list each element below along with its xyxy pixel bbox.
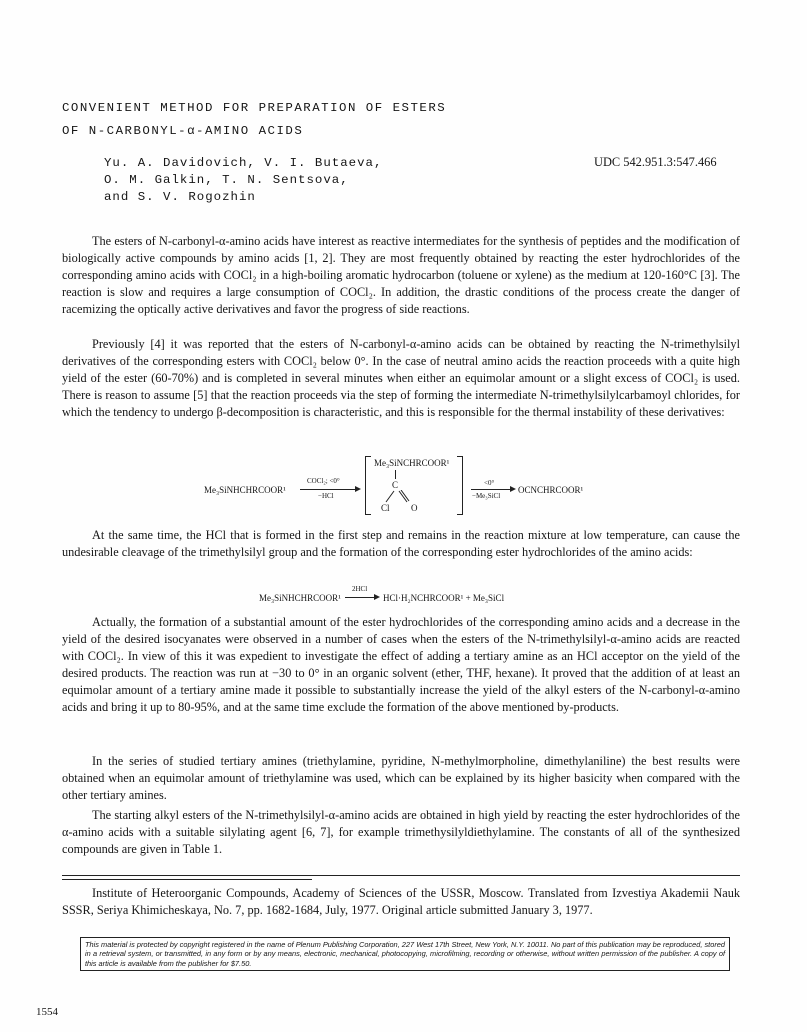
scheme1-product: OCNCHRCOOR¹ — [518, 485, 584, 495]
reaction-arrow-icon — [471, 489, 511, 490]
footer-divider — [62, 875, 740, 876]
scheme2-arrow-conditions: 2HCl — [352, 585, 368, 593]
scheme1-reactant: Me₃SiNHCHRCOOR¹ — [204, 485, 286, 495]
footer-divider-short — [62, 879, 312, 880]
left-bracket-icon — [365, 456, 371, 515]
institute-affiliation: Institute of Heteroorganic Compounds, Academy of Sciences of the USSR, Moscow. Translated from Izvestiya Akademii Nauk SSSR, Seriya Khimicheskaya, No. 7, pp. 1682-1684, July, 1977. Original article submitted January 3, 1977. — [62, 886, 740, 917]
paragraph-2: Previously [4] it was reported that the esters of N-carbonyl-α-amino acids can be obtained by reacting the N-trimethylsilyl derivatives of the corresponding esters with COCl₂ below 0°. In the case of neutral amino acids the reaction proceeds with a quite high yield of the ester (60-70%) and is completed in several minutes when either an equimolar amount or a slight excess of COCl₂ is used. There is reason to assume [5] that the reaction proceeds via the step of forming the intermediate N-trimethylsilylcarbamoyl chlorides, for which the tendency to undergo β-decomposition is characteristic, and this is responsible for the thermal instability of these derivatives: — [62, 337, 740, 420]
paragraph-4: Actually, the formation of a substantial amount of the ester hydrochlorides of the corresponding amino acids and a decrease in the yield of the desired isocyanates were observed in a number of cases when the esters of the N-trimethylsilyl-α-amino acids are reacted with COCl₂. In view of this it was expedient to investigate the effect of adding a tertiary amine as an HCl acceptor on the yield of the desired products. The reaction was run at −30 to 0° in an organic solvent (ether, THF, hexane). It proved that the addition of at least an equimolar amount of a tertiary amine made it possible to substantially increase the yield of the alkyl esters of the N-carbonyl-α-amino acids and bring it up to 80-95%, and at the same time exclude the formation of the above mentioned by-products. — [62, 615, 740, 715]
udc-code: UDC 542.951.3:547.466 — [594, 155, 717, 169]
scheme1-intermediate-oxygen: O — [411, 503, 418, 513]
author-line: and S. V. Rogozhin — [104, 190, 256, 204]
reaction-arrow-icon — [345, 597, 375, 598]
scheme1-arrow2-byproduct: −Me₃SiCl — [472, 492, 501, 500]
author-line: Yu. A. Davidovich, V. I. Butaeva, — [104, 156, 383, 170]
scheme1-arrow2-conditions: <0° — [484, 479, 495, 487]
arrow-head-icon — [374, 594, 380, 600]
scheme1-arrow1-conditions: COCl₂; <0° — [307, 477, 340, 485]
author-line: O. M. Galkin, T. N. Sentsova, — [104, 173, 349, 187]
reaction-arrow-icon — [300, 489, 356, 490]
page-number: 1554 — [36, 1006, 58, 1018]
scheme1-intermediate-chlorine: Cl — [381, 503, 390, 513]
bond-lines-icon — [380, 490, 420, 504]
scheme1-intermediate-top: Me₃SiNCHRCOOR¹ — [374, 458, 450, 468]
article-title-line-1: CONVENIENT METHOD FOR PREPARATION OF ESTERS — [62, 101, 447, 115]
bond-line-icon — [395, 470, 396, 479]
author-list — [104, 155, 382, 206]
article-title-line-2: OF N-CARBONYL-α-AMINO ACIDS — [62, 124, 304, 138]
scheme2-reactant: Me₃SiNHCHRCOOR¹ — [259, 593, 341, 603]
arrow-head-icon — [355, 486, 361, 492]
paragraph-1: The esters of N-carbonyl-α-amino acids have interest as reactive intermediates for the synthesis of peptides and the modification of biologically active compounds by amino acids [1, 2]. They are most frequently obtained by reacting the ester hydrochlorides of the corresponding amino acids with COCl₂ in a high-boiling aromatic hydrocarbon (toluene or xylene) as the medium at 120-160°C [3]. The reaction is slow and requires a large consumption of COCl₂. In addition, the drastic conditions of the process create the danger of racemizing the optically active derivatives and favor the progress of side reactions. — [62, 234, 740, 317]
scheme1-intermediate-carbon: C — [392, 480, 399, 490]
scheme2-product: HCl·H₂NCHRCOOR¹ + Me₃SiCl — [383, 593, 505, 603]
right-bracket-icon — [457, 456, 463, 515]
arrow-head-icon — [510, 486, 516, 492]
copyright-notice: This material is protected by copyright registered in the name of Plenum Publishing Corporation, 227 West 17th Street, New York, N.Y. 10011. No part of this publication may be reproduced, stored in a retrieval system, or transmitted, in any form or by any means, electronic, mechanical, photocopying, microfilming, recording or otherwise, without written permission of the publisher. A copy of this article is available from the publisher for $7.50. — [80, 937, 730, 971]
paragraph-3: At the same time, the HCl that is formed in the first step and remains in the reaction mixture at low temperature, can cause the undesirable cleavage of the trimethylsilyl group and the formation of the corresponding ester hydrochlorides of the amino acids: — [62, 528, 740, 560]
paragraph-6: The starting alkyl esters of the N-trimethylsilyl-α-amino acids are obtained in high yield by reacting the ester hydrochlorides of the α-amino acids with a suitable silylating agent [6, 7], for example trimethysilyldiethylamine. The constants of all of the synthesized compounds are given in Table 1. — [62, 808, 740, 857]
paragraph-5: In the series of studied tertiary amines (triethylamine, pyridine, N-methylmorpholine, dimethylaniline) the best results were obtained when an equimolar amount of triethylamine was used, which can be explained by its higher basicity when compared with the other tertiary amines. — [62, 754, 740, 803]
scheme1-arrow1-byproduct: −HCl — [318, 492, 334, 500]
